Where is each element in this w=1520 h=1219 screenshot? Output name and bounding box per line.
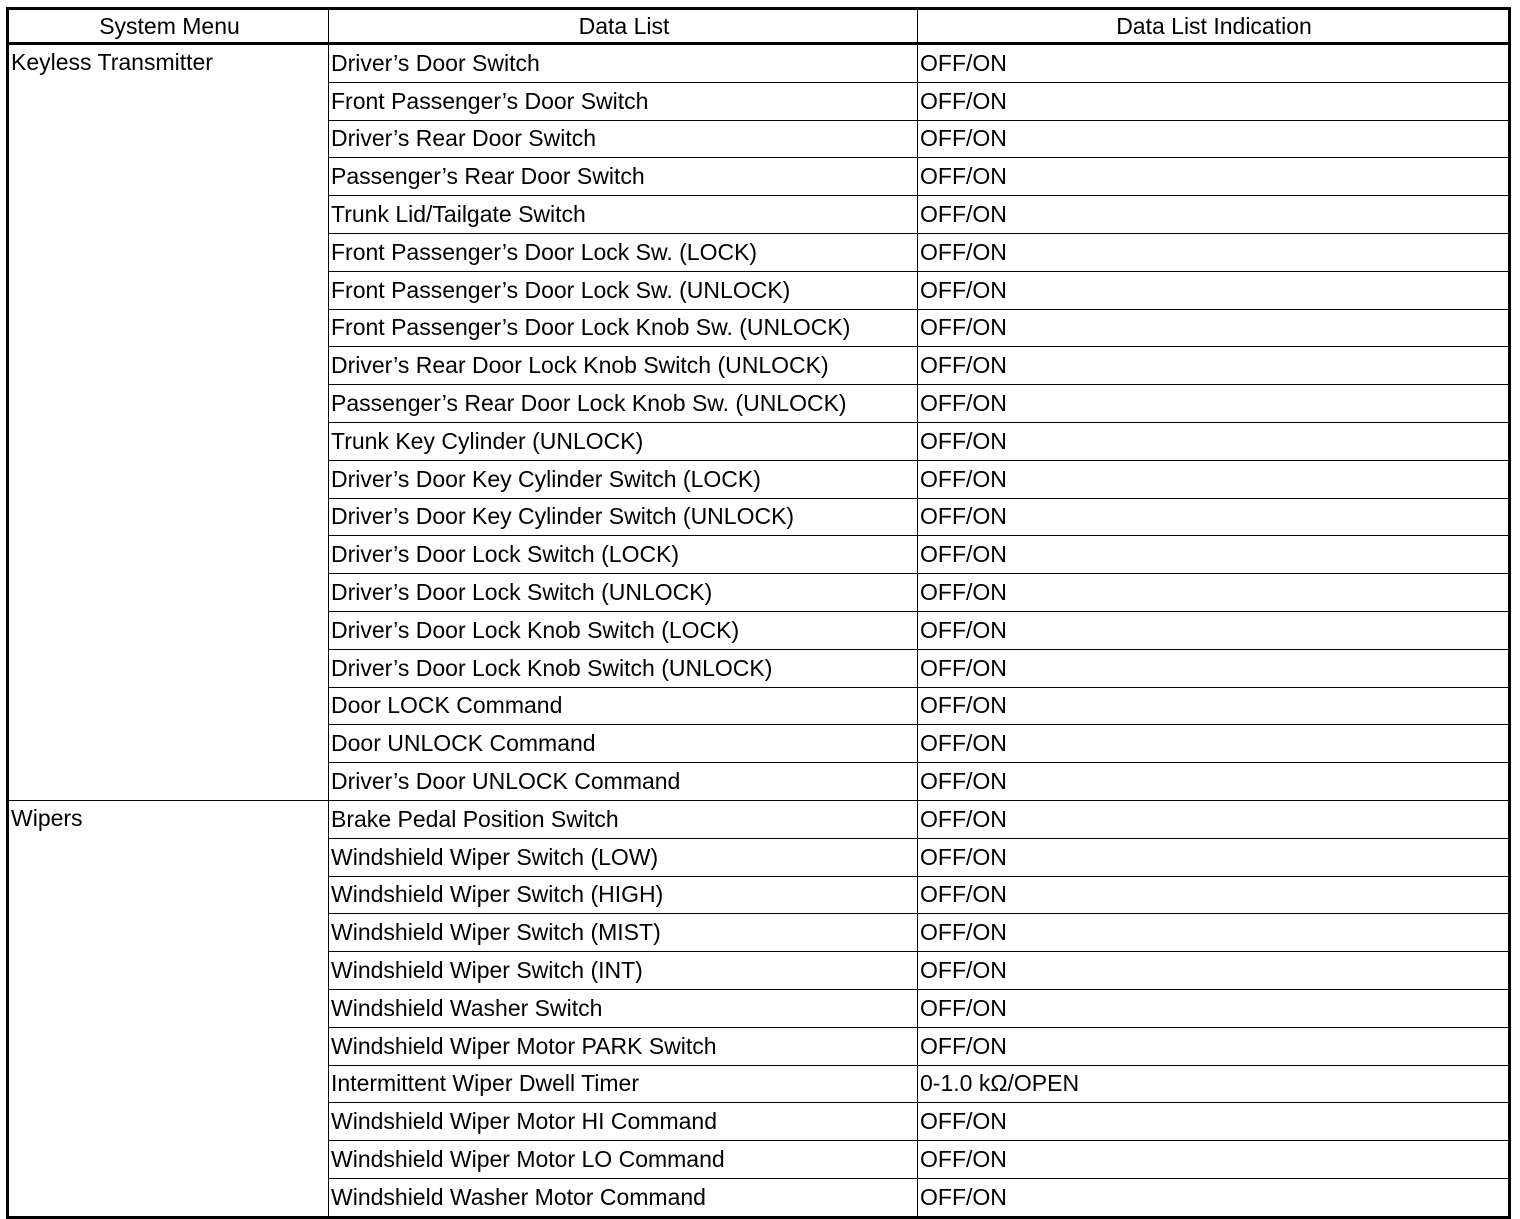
data-list-cell: Windshield Washer Switch — [329, 989, 918, 1027]
system-menu-cell: Wipers — [8, 800, 329, 1217]
data-list-cell: Driver’s Door Lock Switch (LOCK) — [329, 536, 918, 574]
data-list-indication-cell: OFF/ON — [918, 309, 1510, 347]
data-list-indication-cell: OFF/ON — [918, 952, 1510, 990]
data-list-indication-cell: OFF/ON — [918, 44, 1510, 83]
data-list-indication-cell: OFF/ON — [918, 838, 1510, 876]
data-list-indication-cell: OFF/ON — [918, 1178, 1510, 1217]
data-list-cell: Windshield Wiper Switch (HIGH) — [329, 876, 918, 914]
header-system-menu: System Menu — [8, 9, 329, 44]
data-list-indication-cell: OFF/ON — [918, 460, 1510, 498]
data-list-indication-cell: OFF/ON — [918, 687, 1510, 725]
header-data-list-indication: Data List Indication — [918, 9, 1510, 44]
data-list-indication-cell: OFF/ON — [918, 800, 1510, 838]
data-list-indication-cell: OFF/ON — [918, 347, 1510, 385]
data-list-indication-cell: OFF/ON — [918, 196, 1510, 234]
data-list-cell: Windshield Washer Motor Command — [329, 1178, 918, 1217]
data-list-cell: Trunk Lid/Tailgate Switch — [329, 196, 918, 234]
data-list-cell: Front Passenger’s Door Switch — [329, 82, 918, 120]
data-list-cell: Front Passenger’s Door Lock Sw. (UNLOCK) — [329, 271, 918, 309]
data-list-table — [6, 7, 1511, 1219]
table-row — [8, 800, 1510, 838]
data-list-indication-cell: OFF/ON — [918, 914, 1510, 952]
table-body — [8, 44, 1510, 1218]
system-menu-cell: Keyless Transmitter — [8, 44, 329, 801]
table-header — [8, 9, 1510, 44]
data-list-indication-cell: OFF/ON — [918, 422, 1510, 460]
header-data-list: Data List — [329, 9, 918, 44]
data-list-indication-cell: OFF/ON — [918, 989, 1510, 1027]
data-list-indication-cell: OFF/ON — [918, 385, 1510, 423]
data-list-cell: Front Passenger’s Door Lock Sw. (LOCK) — [329, 233, 918, 271]
data-list-indication-cell: OFF/ON — [918, 82, 1510, 120]
data-list-indication-cell: OFF/ON — [918, 120, 1510, 158]
data-list-cell: Driver’s Door Lock Knob Switch (LOCK) — [329, 611, 918, 649]
data-list-cell: Intermittent Wiper Dwell Timer — [329, 1065, 918, 1103]
data-list-indication-cell: OFF/ON — [918, 574, 1510, 612]
header-row — [8, 9, 1510, 44]
data-list-cell: Driver’s Rear Door Lock Knob Switch (UNLOCK) — [329, 347, 918, 385]
data-list-indication-cell: OFF/ON — [918, 158, 1510, 196]
data-list-cell: Brake Pedal Position Switch — [329, 800, 918, 838]
data-list-indication-cell: OFF/ON — [918, 649, 1510, 687]
data-list-indication-cell: OFF/ON — [918, 763, 1510, 801]
data-list-cell: Windshield Wiper Motor LO Command — [329, 1141, 918, 1179]
data-list-cell: Front Passenger’s Door Lock Knob Sw. (UNLOCK) — [329, 309, 918, 347]
data-list-cell: Windshield Wiper Switch (LOW) — [329, 838, 918, 876]
data-list-indication-cell: OFF/ON — [918, 536, 1510, 574]
data-list-indication-cell: OFF/ON — [918, 725, 1510, 763]
data-list-cell: Driver’s Door Lock Switch (UNLOCK) — [329, 574, 918, 612]
data-list-cell: Passenger’s Rear Door Switch — [329, 158, 918, 196]
data-list-cell: Windshield Wiper Motor HI Command — [329, 1103, 918, 1141]
data-list-cell: Windshield Wiper Switch (MIST) — [329, 914, 918, 952]
data-list-cell: Windshield Wiper Motor PARK Switch — [329, 1027, 918, 1065]
data-list-indication-cell: OFF/ON — [918, 876, 1510, 914]
data-list-cell: Door LOCK Command — [329, 687, 918, 725]
data-list-indication-cell: OFF/ON — [918, 498, 1510, 536]
data-list-cell: Driver’s Rear Door Switch — [329, 120, 918, 158]
data-list-indication-cell: OFF/ON — [918, 1103, 1510, 1141]
data-list-cell: Windshield Wiper Switch (INT) — [329, 952, 918, 990]
table-row — [8, 44, 1510, 83]
data-list-cell: Trunk Key Cylinder (UNLOCK) — [329, 422, 918, 460]
data-list-indication-cell: OFF/ON — [918, 271, 1510, 309]
data-list-indication-cell: 0-1.0 kΩ/OPEN — [918, 1065, 1510, 1103]
data-list-cell: Driver’s Door Lock Knob Switch (UNLOCK) — [329, 649, 918, 687]
data-list-cell: Driver’s Door UNLOCK Command — [329, 763, 918, 801]
data-list-cell: Driver’s Door Switch — [329, 44, 918, 83]
data-list-cell: Door UNLOCK Command — [329, 725, 918, 763]
data-list-cell: Passenger’s Rear Door Lock Knob Sw. (UNLOCK) — [329, 385, 918, 423]
data-list-indication-cell: OFF/ON — [918, 233, 1510, 271]
data-list-indication-cell: OFF/ON — [918, 611, 1510, 649]
data-list-indication-cell: OFF/ON — [918, 1141, 1510, 1179]
data-list-cell: Driver’s Door Key Cylinder Switch (LOCK) — [329, 460, 918, 498]
data-list-cell: Driver’s Door Key Cylinder Switch (UNLOCK) — [329, 498, 918, 536]
data-list-indication-cell: OFF/ON — [918, 1027, 1510, 1065]
